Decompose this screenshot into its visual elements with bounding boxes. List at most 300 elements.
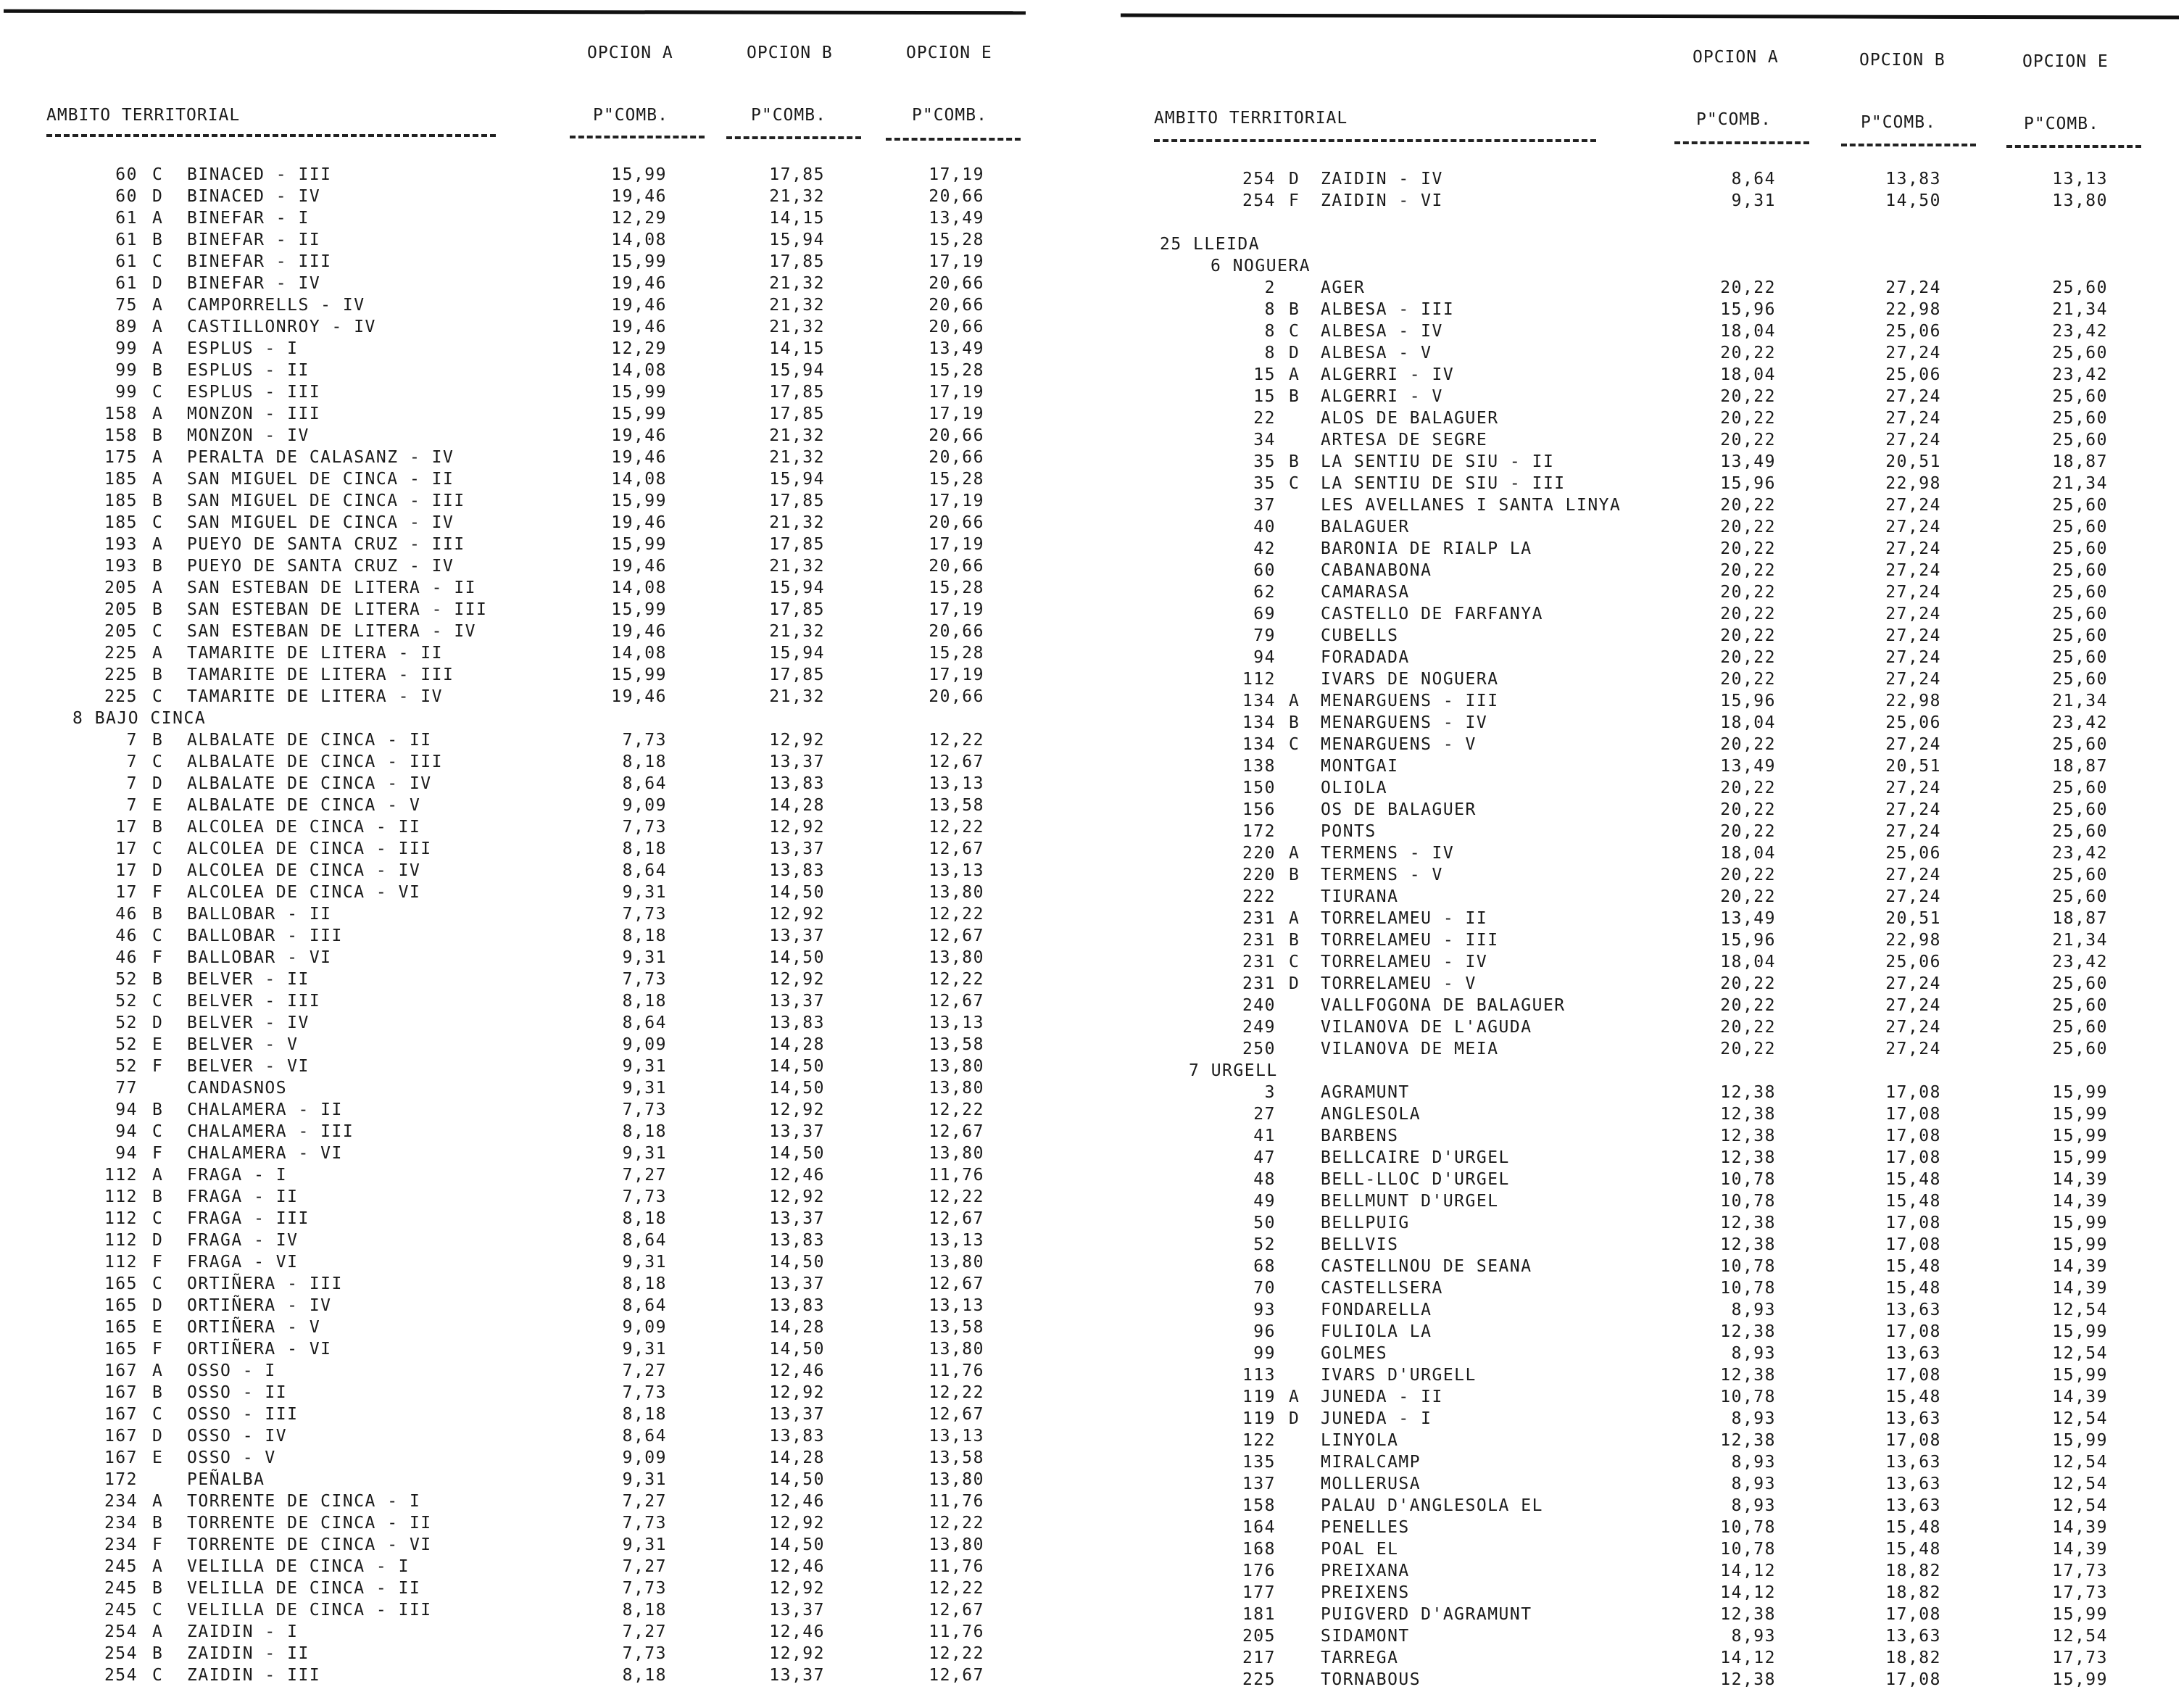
- table-row: [1116, 690, 2184, 712]
- value-opcion-a: 20,22: [1720, 779, 1776, 797]
- group-label: 8 BAJO CINCA: [72, 709, 207, 728]
- zone-letter: A: [152, 339, 164, 358]
- table-row: [1116, 951, 2184, 973]
- zone-letter: C: [152, 992, 164, 1011]
- zone-letter: C: [152, 1601, 164, 1620]
- value-opcion-e: 15,99: [2052, 1127, 2108, 1145]
- zone-letter: C: [152, 1122, 164, 1141]
- municipality-name: IVARS D'URGELL: [1321, 1366, 1477, 1385]
- value-opcion-e: 12,67: [929, 1209, 984, 1228]
- value-opcion-a: 20,22: [1720, 539, 1776, 558]
- municipality-code: 47: [1253, 1148, 1276, 1167]
- municipality-code: 165: [104, 1296, 138, 1315]
- table-row: [0, 1121, 1037, 1143]
- municipality-code: 205: [104, 622, 138, 641]
- value-opcion-a: 12,29: [611, 339, 667, 358]
- value-opcion-b: 27,24: [1885, 887, 1941, 906]
- value-opcion-e: 25,60: [2052, 561, 2108, 580]
- municipality-code: 75: [115, 296, 138, 315]
- value-opcion-a: 12,38: [1720, 1148, 1776, 1167]
- value-opcion-b: 14,50: [769, 1340, 825, 1359]
- value-opcion-a: 20,22: [1720, 670, 1776, 689]
- municipality-code: 37: [1253, 496, 1276, 515]
- value-opcion-a: 10,78: [1720, 1257, 1776, 1276]
- value-opcion-b: 13,63: [1885, 1496, 1941, 1515]
- municipality-code: 122: [1242, 1431, 1276, 1450]
- municipality-code: 7: [126, 774, 138, 793]
- municipality-code: 234: [104, 1535, 138, 1554]
- municipality-code: 245: [104, 1579, 138, 1598]
- value-opcion-b: 17,08: [1885, 1431, 1941, 1450]
- municipality-code: 164: [1242, 1518, 1276, 1537]
- table-row: [0, 186, 1037, 207]
- value-opcion-b: 18,82: [1885, 1583, 1941, 1602]
- table-row: [0, 1077, 1037, 1099]
- value-opcion-b: 20,51: [1885, 909, 1941, 928]
- value-opcion-e: 17,19: [929, 165, 984, 184]
- municipality-code: 234: [104, 1492, 138, 1511]
- value-opcion-e: 12,67: [929, 1122, 984, 1141]
- value-opcion-a: 7,73: [622, 731, 667, 750]
- value-opcion-b: 15,48: [1885, 1192, 1941, 1211]
- municipality-code: 94: [1253, 648, 1276, 667]
- value-opcion-e: 12,54: [2052, 1344, 2108, 1363]
- municipality-code: 245: [104, 1601, 138, 1620]
- value-opcion-a: 12,38: [1720, 1214, 1776, 1232]
- value-opcion-b: 13,37: [769, 1122, 825, 1141]
- value-opcion-e: 13,13: [929, 1231, 984, 1250]
- value-opcion-e: 14,39: [2052, 1518, 2108, 1537]
- zone-letter: B: [1289, 866, 1300, 884]
- municipality-code: 167: [104, 1383, 138, 1402]
- value-opcion-b: 17,85: [769, 535, 825, 554]
- municipality-name: MENARGUENS - IV: [1321, 713, 1488, 732]
- municipality-name: PONTS: [1321, 822, 1377, 841]
- table-row: [1116, 473, 2184, 494]
- municipality-code: 254: [104, 1666, 138, 1685]
- value-opcion-e: 17,73: [2052, 1649, 2108, 1667]
- group-heading: [1116, 255, 2184, 277]
- table-row: [0, 1338, 1037, 1360]
- value-opcion-e: 21,34: [2052, 474, 2108, 493]
- municipality-code: 220: [1242, 866, 1276, 884]
- value-opcion-b: 12,46: [769, 1361, 825, 1380]
- value-opcion-e: 13,13: [929, 861, 984, 880]
- municipality-name: ALOS DE BALAGUER: [1321, 409, 1499, 428]
- value-opcion-a: 10,78: [1720, 1170, 1776, 1189]
- value-opcion-b: 15,48: [1885, 1279, 1941, 1298]
- value-opcion-b: 27,24: [1885, 735, 1941, 754]
- value-opcion-a: 15,96: [1720, 931, 1776, 950]
- municipality-code: 35: [1253, 474, 1276, 493]
- municipality-name: JUNEDA - I: [1321, 1409, 1432, 1428]
- table-row: [1116, 603, 2184, 625]
- value-opcion-a: 18,04: [1720, 844, 1776, 863]
- zone-letter: B: [152, 1187, 164, 1206]
- zone-letter: F: [152, 1057, 164, 1076]
- municipality-code: 60: [115, 165, 138, 184]
- value-opcion-a: 12,38: [1720, 1366, 1776, 1385]
- value-opcion-a: 9,31: [622, 1057, 667, 1076]
- header-opcion-b: OPCION B: [1859, 51, 1946, 70]
- municipality-name: CASTILLONROY - IV: [187, 318, 376, 336]
- table-row: [1116, 1299, 2184, 1321]
- value-opcion-a: 20,22: [1720, 387, 1776, 406]
- municipality-code: 185: [104, 492, 138, 510]
- municipality-name: BELVER - V: [187, 1035, 299, 1054]
- value-opcion-a: 20,22: [1720, 583, 1776, 602]
- zone-letter: A: [152, 296, 164, 315]
- value-opcion-b: 13,37: [769, 1666, 825, 1685]
- municipality-name: IVARS DE NOGUERA: [1321, 670, 1499, 689]
- zone-letter: C: [152, 252, 164, 271]
- zone-letter: A: [1289, 1388, 1300, 1406]
- municipality-code: 42: [1253, 539, 1276, 558]
- municipality-name: TORRELAMEU - III: [1321, 931, 1499, 950]
- table-row: [0, 1382, 1037, 1403]
- municipality-code: 17: [115, 861, 138, 880]
- value-opcion-e: 15,99: [2052, 1105, 2108, 1124]
- municipality-code: 49: [1253, 1192, 1276, 1211]
- value-opcion-a: 9,09: [622, 1035, 667, 1054]
- municipality-code: 52: [115, 992, 138, 1011]
- municipality-code: 7: [126, 796, 138, 815]
- value-opcion-b: 13,83: [769, 861, 825, 880]
- value-opcion-e: 23,42: [2052, 713, 2108, 732]
- value-opcion-a: 8,93: [1731, 1475, 1776, 1493]
- municipality-name: BINEFAR - IV: [187, 274, 321, 293]
- value-opcion-b: 14,50: [1885, 191, 1941, 210]
- value-opcion-b: 27,24: [1885, 344, 1941, 362]
- municipality-code: 52: [115, 1013, 138, 1032]
- value-opcion-e: 25,60: [2052, 409, 2108, 428]
- zone-letter: E: [152, 1318, 164, 1337]
- value-opcion-b: 15,94: [769, 579, 825, 597]
- table-row: [1116, 320, 2184, 342]
- value-opcion-e: 13,58: [929, 1318, 984, 1337]
- value-opcion-b: 12,92: [769, 731, 825, 750]
- municipality-code: 70: [1253, 1279, 1276, 1298]
- value-opcion-b: 13,37: [769, 1601, 825, 1620]
- value-opcion-e: 13,80: [929, 1535, 984, 1554]
- municipality-code: 52: [115, 970, 138, 989]
- value-opcion-b: 17,85: [769, 383, 825, 402]
- header-opcion-e: OPCION E: [2022, 52, 2109, 71]
- value-opcion-b: 12,92: [769, 905, 825, 924]
- municipality-code: 225: [1242, 1670, 1276, 1689]
- value-opcion-e: 18,87: [2052, 757, 2108, 776]
- value-opcion-e: 15,28: [929, 361, 984, 380]
- table-row: [0, 425, 1037, 447]
- value-opcion-e: 18,87: [2052, 909, 2108, 928]
- value-opcion-b: 17,08: [1885, 1366, 1941, 1385]
- zone-letter: A: [152, 318, 164, 336]
- municipality-name: BELVER - II: [187, 970, 310, 989]
- value-opcion-a: 10,78: [1720, 1388, 1776, 1406]
- table-row: [1116, 1473, 2184, 1495]
- table-row: [0, 1599, 1037, 1621]
- municipality-name: ZAIDIN - I: [187, 1622, 299, 1641]
- table-row: [1116, 429, 2184, 451]
- value-opcion-b: 12,92: [769, 1383, 825, 1402]
- row-spacer: [1116, 212, 2184, 233]
- municipality-name: FORADADA: [1321, 648, 1410, 667]
- value-opcion-e: 14,39: [2052, 1540, 2108, 1559]
- value-opcion-e: 23,42: [2052, 844, 2108, 863]
- table-row: [0, 1099, 1037, 1121]
- value-opcion-e: 25,60: [2052, 974, 2108, 993]
- zone-letter: D: [152, 1013, 164, 1032]
- municipality-name: ALBALATE DE CINCA - II: [187, 731, 432, 750]
- value-opcion-b: 15,48: [1885, 1257, 1941, 1276]
- value-opcion-e: 15,28: [929, 231, 984, 249]
- value-opcion-e: 13,13: [929, 1013, 984, 1032]
- zone-letter: A: [152, 209, 164, 228]
- table-row: [0, 729, 1037, 751]
- zone-letter: C: [152, 383, 164, 402]
- value-opcion-b: 21,32: [769, 687, 825, 706]
- value-opcion-b: 15,94: [769, 470, 825, 489]
- municipality-code: 15: [1253, 387, 1276, 406]
- municipality-name: MIRALCAMP: [1321, 1453, 1421, 1472]
- value-opcion-a: 20,22: [1720, 431, 1776, 449]
- table-row: [0, 882, 1037, 903]
- municipality-name: OSSO - V: [187, 1448, 276, 1467]
- municipality-name: BELLVIS: [1321, 1235, 1399, 1254]
- value-opcion-a: 8,18: [622, 839, 667, 858]
- value-opcion-a: 14,12: [1720, 1562, 1776, 1580]
- zone-letter: F: [152, 883, 164, 902]
- value-opcion-a: 15,99: [611, 252, 667, 271]
- value-opcion-e: 25,60: [2052, 387, 2108, 406]
- value-opcion-b: 27,24: [1885, 648, 1941, 667]
- municipality-code: 68: [1253, 1257, 1276, 1276]
- municipality-code: 96: [1253, 1322, 1276, 1341]
- municipality-name: SAN ESTEBAN DE LITERA - IV: [187, 622, 477, 641]
- value-opcion-e: 23,42: [2052, 953, 2108, 971]
- municipality-name: ALBESA - IV: [1321, 322, 1443, 341]
- municipality-name: BARONIA DE RIALP LA: [1321, 539, 1532, 558]
- value-opcion-a: 8,18: [622, 1274, 667, 1293]
- municipality-code: 181: [1242, 1605, 1276, 1624]
- municipality-code: 34: [1253, 431, 1276, 449]
- value-opcion-b: 21,32: [769, 274, 825, 293]
- municipality-code: 254: [1242, 170, 1276, 188]
- value-opcion-e: 20,66: [929, 557, 984, 576]
- value-opcion-b: 27,24: [1885, 779, 1941, 797]
- header-pcomb-b: P"COMB.: [1861, 113, 1936, 132]
- municipality-name: SAN ESTEBAN DE LITERA - III: [187, 600, 488, 619]
- table-row: [0, 1621, 1037, 1643]
- value-opcion-a: 20,22: [1720, 735, 1776, 754]
- municipality-code: 46: [115, 926, 138, 945]
- municipality-name: FRAGA - IV: [187, 1231, 299, 1250]
- municipality-name: OSSO - IV: [187, 1427, 288, 1446]
- municipality-code: 77: [115, 1079, 138, 1098]
- value-opcion-a: 19,46: [611, 296, 667, 315]
- municipality-code: 231: [1242, 909, 1276, 928]
- value-opcion-b: 27,24: [1885, 409, 1941, 428]
- value-opcion-a: 20,22: [1720, 866, 1776, 884]
- municipality-name: VELILLA DE CINCA - II: [187, 1579, 421, 1598]
- table-row: [1116, 1495, 2184, 1517]
- value-opcion-e: 12,67: [929, 1601, 984, 1620]
- municipality-name: TORRELAMEU - IV: [1321, 953, 1488, 971]
- value-opcion-e: 12,67: [929, 1405, 984, 1424]
- value-opcion-e: 12,54: [2052, 1475, 2108, 1493]
- value-opcion-b: 15,94: [769, 361, 825, 380]
- value-opcion-e: 25,60: [2052, 1040, 2108, 1058]
- value-opcion-b: 22,98: [1885, 931, 1941, 950]
- table-row: [0, 1295, 1037, 1317]
- value-opcion-e: 11,76: [929, 1166, 984, 1185]
- value-opcion-b: 13,37: [769, 752, 825, 771]
- municipality-name: CUBELLS: [1321, 626, 1399, 645]
- municipality-code: 50: [1253, 1214, 1276, 1232]
- municipality-code: 35: [1253, 452, 1276, 471]
- value-opcion-e: 17,73: [2052, 1562, 2108, 1580]
- zone-letter: A: [152, 405, 164, 423]
- municipality-name: OLIOLA: [1321, 779, 1388, 797]
- municipality-code: 60: [115, 187, 138, 206]
- value-opcion-b: 14,50: [769, 1144, 825, 1163]
- table-row: [0, 338, 1037, 360]
- municipality-name: TERMENS - IV: [1321, 844, 1455, 863]
- value-opcion-a: 7,73: [622, 970, 667, 989]
- header-opcion-a: OPCION A: [1693, 48, 1779, 67]
- municipality-name: PUIGVERD D'AGRAMUNT: [1321, 1605, 1532, 1624]
- table-row: [0, 903, 1037, 925]
- table-row: [0, 1469, 1037, 1490]
- municipality-name: TORRENTE DE CINCA - I: [187, 1492, 421, 1511]
- value-opcion-a: 20,22: [1720, 561, 1776, 580]
- value-opcion-e: 12,67: [929, 1274, 984, 1293]
- zone-letter: C: [152, 1666, 164, 1685]
- table-row: [1116, 364, 2184, 386]
- value-opcion-b: 17,08: [1885, 1235, 1941, 1254]
- value-opcion-a: 14,08: [611, 579, 667, 597]
- value-opcion-b: 12,92: [769, 1100, 825, 1119]
- municipality-name: BALLOBAR - VI: [187, 948, 332, 967]
- table-row: [0, 316, 1037, 338]
- value-opcion-b: 27,24: [1885, 539, 1941, 558]
- value-opcion-e: 20,66: [929, 426, 984, 445]
- value-opcion-b: 14,28: [769, 1035, 825, 1054]
- value-opcion-e: 12,22: [929, 970, 984, 989]
- zone-letter: A: [152, 535, 164, 554]
- value-opcion-a: 20,22: [1720, 496, 1776, 515]
- value-opcion-e: 15,99: [2052, 1235, 2108, 1254]
- value-opcion-e: 15,99: [2052, 1670, 2108, 1689]
- municipality-name: BINEFAR - II: [187, 231, 321, 249]
- value-opcion-a: 20,22: [1720, 518, 1776, 536]
- value-opcion-e: 13,80: [929, 1144, 984, 1163]
- value-opcion-a: 12,38: [1720, 1322, 1776, 1341]
- value-opcion-b: 12,46: [769, 1557, 825, 1576]
- municipality-code: 112: [1242, 670, 1276, 689]
- municipality-code: 254: [1242, 191, 1276, 210]
- table-row: [0, 1534, 1037, 1556]
- value-opcion-a: 19,46: [611, 448, 667, 467]
- municipality-name: FONDARELLA: [1321, 1301, 1432, 1319]
- value-opcion-a: 8,64: [622, 774, 667, 793]
- municipality-name: MOLLERUSA: [1321, 1475, 1421, 1493]
- zone-letter: C: [1289, 474, 1300, 493]
- value-opcion-a: 18,04: [1720, 322, 1776, 341]
- table-row: [1116, 516, 2184, 538]
- value-opcion-a: 15,99: [611, 666, 667, 684]
- municipality-code: 222: [1242, 887, 1276, 906]
- header-pcomb-a: P"COMB.: [1696, 110, 1772, 129]
- value-opcion-a: 8,93: [1731, 1627, 1776, 1646]
- value-opcion-b: 17,08: [1885, 1148, 1941, 1167]
- value-opcion-b: 27,24: [1885, 278, 1941, 297]
- value-opcion-a: 12,38: [1720, 1605, 1776, 1624]
- table-row: [1116, 1408, 2184, 1430]
- value-opcion-b: 27,24: [1885, 822, 1941, 841]
- municipality-name: CAMPORRELLS - IV: [187, 296, 365, 315]
- value-opcion-e: 18,87: [2052, 452, 2108, 471]
- value-opcion-a: 13,49: [1720, 757, 1776, 776]
- value-opcion-e: 15,28: [929, 644, 984, 663]
- municipality-name: BARBENS: [1321, 1127, 1399, 1145]
- value-opcion-e: 13,58: [929, 1448, 984, 1467]
- value-opcion-a: 7,27: [622, 1361, 667, 1380]
- value-opcion-b: 21,32: [769, 513, 825, 532]
- value-opcion-b: 17,85: [769, 405, 825, 423]
- zone-letter: A: [1289, 909, 1300, 928]
- left-table-body: [0, 164, 1037, 1686]
- value-opcion-a: 15,99: [611, 600, 667, 619]
- value-opcion-b: 27,24: [1885, 866, 1941, 884]
- municipality-name: PENELLES: [1321, 1518, 1410, 1537]
- header-opcion-e: OPCION E: [906, 43, 992, 62]
- municipality-name: TAMARITE DE LITERA - II: [187, 644, 443, 663]
- municipality-code: 112: [104, 1187, 138, 1206]
- zone-letter: C: [152, 1274, 164, 1293]
- table-row: [0, 686, 1037, 708]
- value-opcion-a: 20,22: [1720, 800, 1776, 819]
- value-opcion-b: 17,85: [769, 492, 825, 510]
- municipality-code: 176: [1242, 1562, 1276, 1580]
- table-row: [1116, 1125, 2184, 1147]
- municipality-code: 61: [115, 209, 138, 228]
- value-opcion-a: 18,04: [1720, 713, 1776, 732]
- value-opcion-e: 15,99: [2052, 1605, 2108, 1624]
- table-row: [0, 534, 1037, 555]
- municipality-name: PREIXENS: [1321, 1583, 1410, 1602]
- municipality-name: BELVER - VI: [187, 1057, 310, 1076]
- group-heading: [0, 708, 1037, 729]
- zone-letter: B: [1289, 931, 1300, 950]
- municipality-code: 93: [1253, 1301, 1276, 1319]
- table-row: [1116, 342, 2184, 364]
- municipality-code: 172: [104, 1470, 138, 1489]
- table-row: [1116, 1560, 2184, 1582]
- zone-letter: F: [152, 948, 164, 967]
- table-row: [1116, 1538, 2184, 1560]
- municipality-code: 94: [115, 1100, 138, 1119]
- value-opcion-e: 25,60: [2052, 583, 2108, 602]
- municipality-code: 79: [1253, 626, 1276, 645]
- value-opcion-b: 18,82: [1885, 1562, 1941, 1580]
- value-opcion-b: 25,06: [1885, 365, 1941, 384]
- value-opcion-a: 7,73: [622, 905, 667, 924]
- municipality-name: ALCOLEA DE CINCA - II: [187, 818, 421, 837]
- value-opcion-b: 25,06: [1885, 953, 1941, 971]
- value-opcion-e: 14,39: [2052, 1257, 2108, 1276]
- value-opcion-e: 25,60: [2052, 431, 2108, 449]
